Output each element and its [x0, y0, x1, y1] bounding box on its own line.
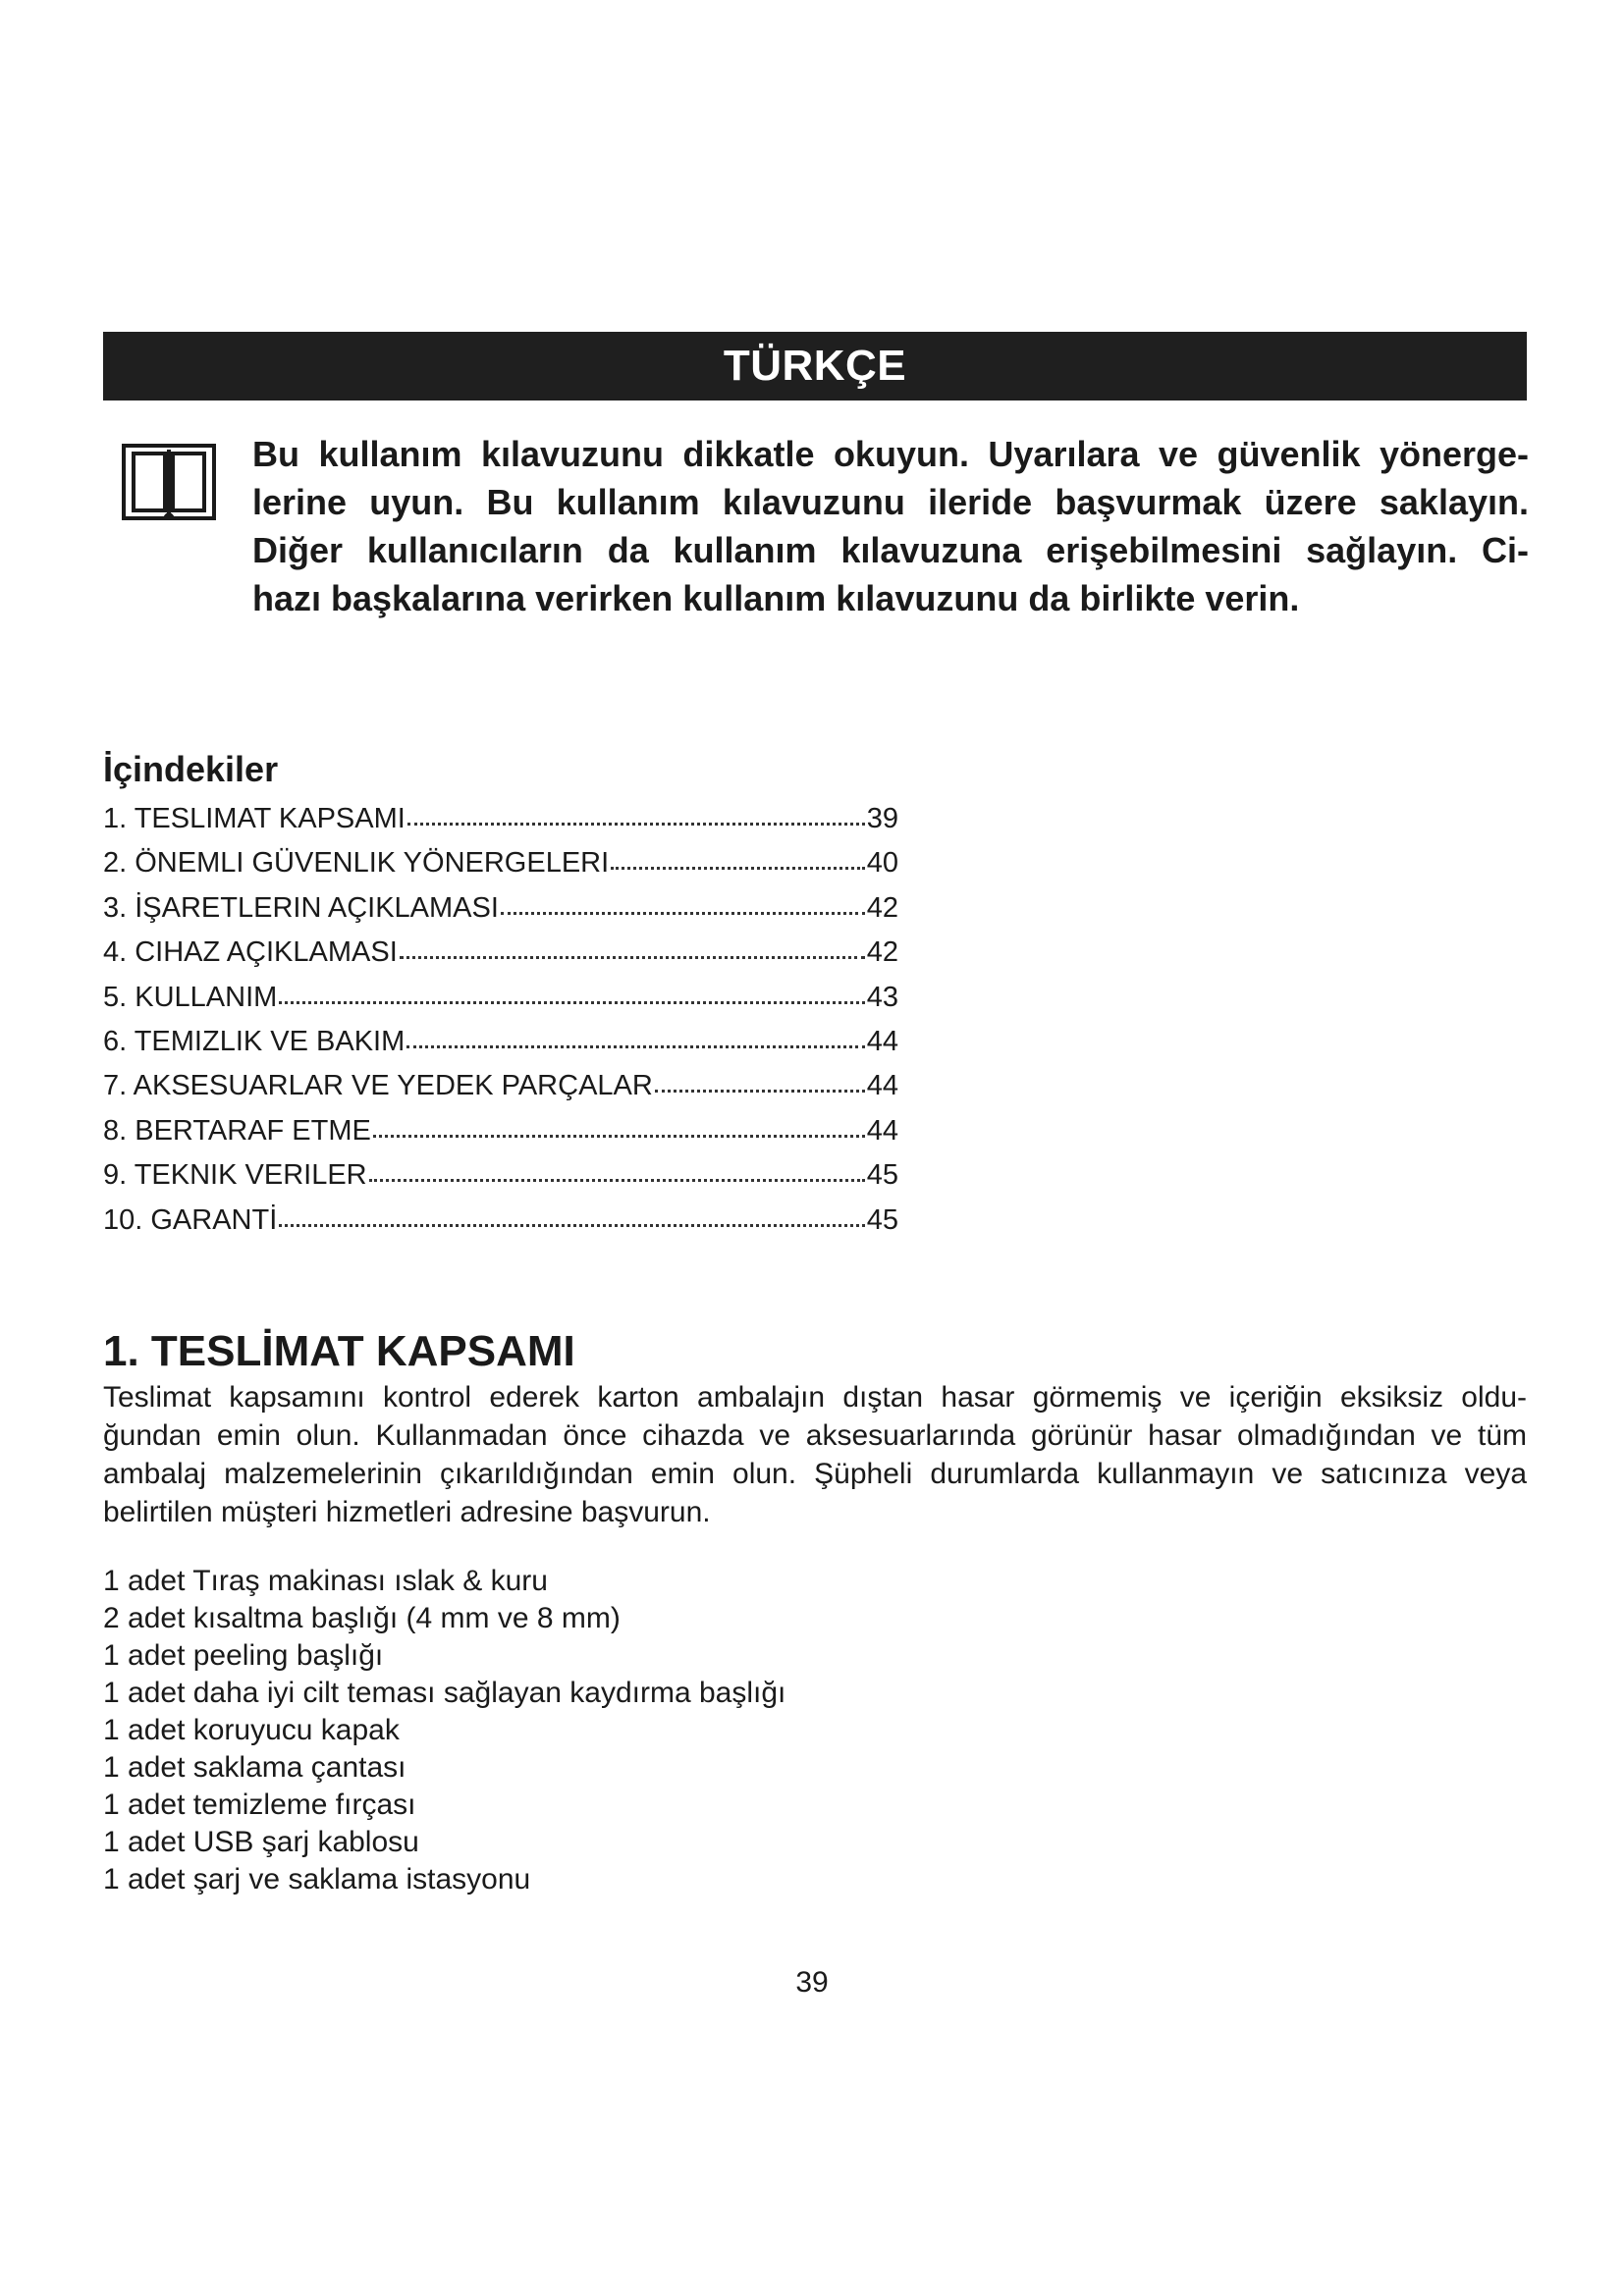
list-item: 1 adet peeling başlığı	[103, 1639, 384, 1672]
intro-line: Diğer kullanıcıların da kullanım kılavuzuna erişebilmesini sağlayın. Ci-	[252, 530, 1529, 570]
list-item: 1 adet koruyucu kapak	[103, 1714, 400, 1746]
toc-entry-label: 8. BERTARAF ETME	[103, 1114, 371, 1147]
intro-line: Bu kullanım kılavuzunu dikkatle okuyun. Uyarılara ve güvenlik yönerge-	[252, 434, 1529, 474]
toc-entry-page: 45	[866, 1203, 898, 1236]
toc-title: İçindekiler	[103, 749, 279, 789]
intro-line: hazı başkalarına verirken kullanım kılavuzunu da birlikte verin.	[252, 578, 1300, 618]
delivery-items-list	[103, 1563, 1085, 1898]
toc-entry-page: 43	[866, 981, 898, 1013]
toc-entry-page: 44	[866, 1114, 898, 1147]
toc-entry[interactable]	[103, 1153, 898, 1198]
list-item: 1 adet temizleme fırçası	[103, 1789, 416, 1821]
toc-entry[interactable]	[103, 797, 898, 841]
paragraph-line: ambalaj malzemelerinin çıkarıldığından emin olun. Şüpheli durumlarda kullanmayın ve satıcınıza veya	[103, 1458, 1527, 1490]
intro-warning-text	[252, 430, 1529, 622]
toc-entry-label: 10. GARANTİ	[103, 1203, 278, 1236]
list-item: 1 adet USB şarj kablosu	[103, 1826, 419, 1858]
toc-dot-leader	[369, 1179, 865, 1182]
toc-entry-label: 6. TEMIZLIK VE BAKIM	[103, 1025, 406, 1057]
toc-dot-leader	[611, 867, 865, 870]
toc-entry-label: 5. KULLANIM	[103, 981, 278, 1013]
page-number: 39	[795, 1966, 829, 1999]
toc-dot-leader	[655, 1090, 865, 1093]
toc-entry[interactable]	[103, 1199, 898, 1243]
toc-dot-leader	[279, 1001, 864, 1004]
paragraph-line: Teslimat kapsamını kontrol ederek karton ambalajın dıştan hasar görmemiş ve içeriğin eksiksiz oldu-	[103, 1381, 1527, 1414]
intro-line: lerine uyun. Bu kullanım kılavuzunu ileride başvurmak üzere saklayın.	[252, 482, 1529, 522]
toc-entry-page: 45	[866, 1159, 898, 1192]
toc-entry-label: 9. TEKNIK VERILER	[103, 1159, 367, 1192]
language-header-bar	[103, 332, 1527, 400]
paragraph-line: belirtilen müşteri hizmetleri adresine başvurun.	[103, 1496, 711, 1528]
toc-entry[interactable]	[103, 1109, 898, 1153]
toc-dot-leader	[406, 1045, 864, 1048]
toc-entry-page: 42	[866, 936, 898, 969]
toc-dot-leader	[407, 823, 865, 826]
toc-entry-label: 2. ÖNEMLI GÜVENLIK YÖNERGELERI	[103, 847, 610, 880]
section-paragraph	[103, 1378, 1527, 1531]
toc-entry-page: 39	[866, 803, 898, 834]
section-heading: 1. TESLİMAT KAPSAMI	[103, 1327, 575, 1375]
list-item: 1 adet Tıraş makinası ıslak & kuru	[103, 1565, 548, 1597]
list-item: 1 adet saklama çantası	[103, 1751, 406, 1784]
toc-entry[interactable]	[103, 1020, 898, 1064]
toc-dot-leader	[373, 1135, 865, 1138]
toc-entry-label: 4. CIHAZ AÇIKLAMASI	[103, 936, 398, 969]
language-title: TÜRKÇE	[723, 342, 907, 390]
list-item: 1 adet şarj ve saklama istasyonu	[103, 1863, 531, 1896]
toc-entry-label: 3. İŞARETLERIN AÇIKLAMASI	[103, 891, 499, 924]
open-book-icon	[120, 442, 218, 524]
toc-entry[interactable]	[103, 841, 898, 885]
toc-entry[interactable]	[103, 931, 898, 975]
toc-entry-label: 1. TESLIMAT KAPSAMI	[103, 803, 406, 834]
toc-entry[interactable]	[103, 886, 898, 931]
table-of-contents	[103, 797, 898, 1243]
toc-entry[interactable]	[103, 976, 898, 1020]
toc-entry-label: 7. AKSESUARLAR VE YEDEK PARÇALAR	[103, 1070, 653, 1102]
list-item: 2 adet kısaltma başlığı (4 mm ve 8 mm)	[103, 1602, 621, 1634]
toc-dot-leader	[400, 956, 865, 959]
toc-dot-leader	[501, 912, 865, 915]
toc-entry[interactable]	[103, 1064, 898, 1108]
toc-entry-page: 40	[866, 847, 898, 880]
paragraph-line: ğundan emin olun. Kullanmadan önce cihazda ve aksesuarlarında görünür hasar olmadığından ve tüm	[103, 1419, 1527, 1452]
toc-dot-leader	[279, 1224, 864, 1227]
list-item: 1 adet daha iyi cilt teması sağlayan kaydırma başlığı	[103, 1677, 786, 1709]
toc-entry-page: 44	[866, 1025, 898, 1057]
toc-entry-page: 42	[866, 891, 898, 924]
toc-entry-page: 44	[866, 1070, 898, 1102]
